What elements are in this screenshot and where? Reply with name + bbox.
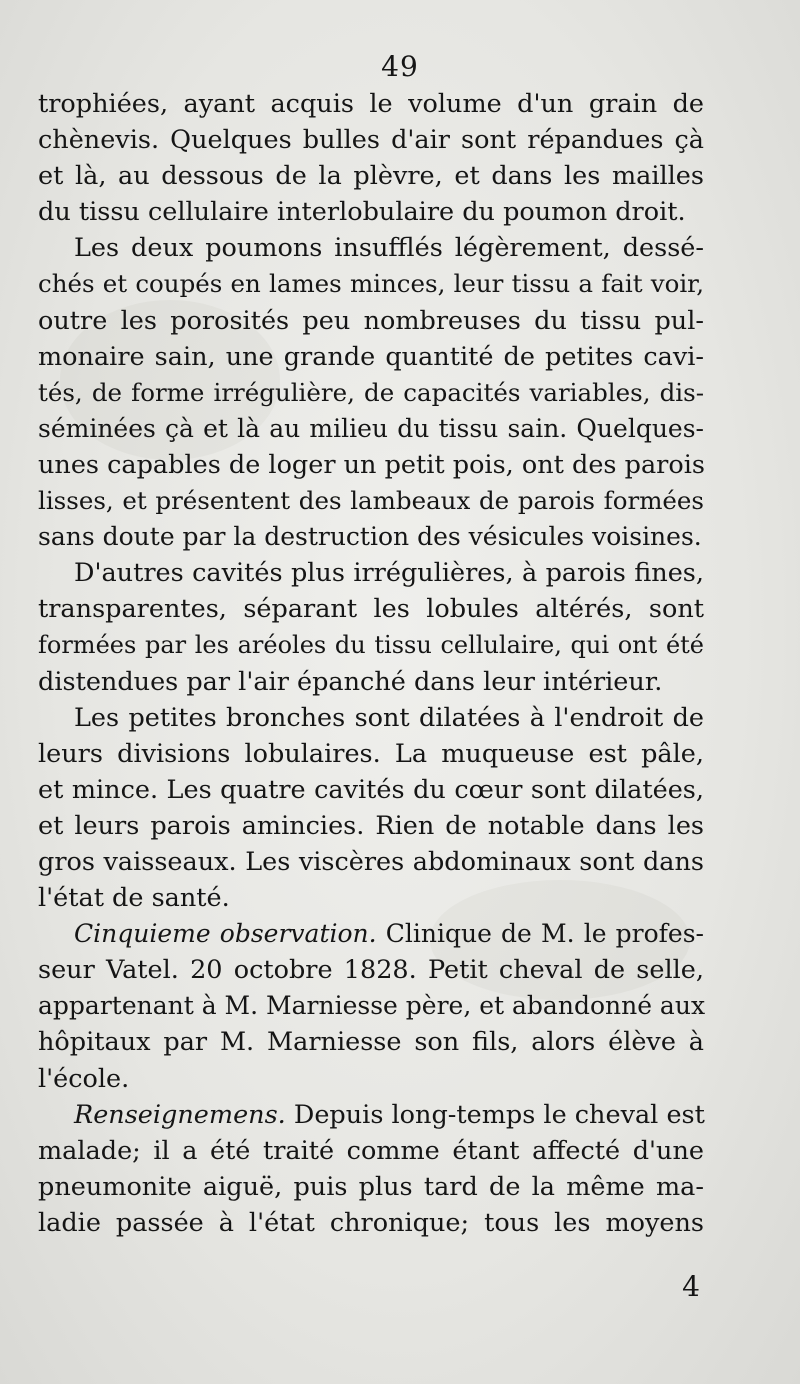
text-line bbox=[38, 916, 704, 952]
line-text: trophiées, ayant acquis le volume d'un grain de bbox=[38, 89, 704, 119]
text-line bbox=[38, 1024, 704, 1060]
line-text: monaire sain, une grande quantité de petites cavi- bbox=[38, 341, 704, 372]
line-text: Les petites bronches sont dilatées à l'endroit de bbox=[74, 702, 704, 733]
line-text: et là, au dessous de la plèvre, et dans les mailles bbox=[38, 161, 704, 192]
text-line bbox=[38, 266, 704, 302]
text-line bbox=[38, 555, 704, 591]
text-line bbox=[38, 375, 704, 411]
line-text: tés, de forme irrégulière, de capacités variables, dis- bbox=[38, 377, 704, 407]
line-text: et mince. Les quatre cavités du cœur sont dilatées, bbox=[38, 774, 704, 805]
text-line bbox=[38, 1169, 704, 1205]
text-line bbox=[38, 844, 704, 880]
italic-heading: Renseignemens. bbox=[74, 1099, 286, 1130]
text-line bbox=[38, 447, 704, 483]
body-text bbox=[38, 86, 704, 1241]
line-text: transparentes, séparant les lobules altérés, sont bbox=[38, 594, 704, 625]
line-text: appartenant à M. Marniesse père, et abandonné aux bbox=[38, 991, 706, 1021]
text-line bbox=[38, 700, 704, 736]
line-text: unes capables de loger un petit pois, ont des parois bbox=[38, 449, 705, 480]
line-text: leurs divisions lobulaires. La muqueuse est pâle, bbox=[38, 738, 704, 769]
line-text: Clinique de M. le profes- bbox=[376, 919, 704, 949]
text-line bbox=[38, 808, 704, 844]
text-line bbox=[38, 194, 704, 230]
text-line bbox=[38, 664, 704, 700]
text-line bbox=[38, 519, 704, 555]
text-line bbox=[38, 86, 704, 122]
line-text: Les deux poumons insufflés légèrement, dessé- bbox=[74, 233, 704, 264]
page-number: 49 bbox=[381, 50, 419, 83]
line-text: malade; il a été traité comme étant affecté d'une bbox=[38, 1135, 704, 1166]
text-line bbox=[38, 122, 704, 158]
line-text: D'autres cavités plus irrégulières, à parois fines, bbox=[74, 558, 704, 589]
line-text: l'état de santé. bbox=[38, 883, 230, 914]
text-line bbox=[38, 483, 704, 519]
text-line bbox=[38, 988, 704, 1024]
line-text: gros vaisseaux. Les viscères abdominaux sont dans bbox=[38, 846, 704, 877]
text-line bbox=[38, 339, 704, 375]
line-text: ladie passée à l'état chronique; tous les moyens bbox=[38, 1207, 704, 1238]
line-text: chés et coupés en lames minces, leur tissu a fait voir, bbox=[38, 269, 704, 299]
line-text: pneumonite aiguë, puis plus tard de la même ma- bbox=[38, 1171, 704, 1202]
line-text: chènevis. Quelques bulles d'air sont répandues çà bbox=[38, 125, 704, 156]
text-line bbox=[38, 880, 704, 916]
line-text: formées par les aréoles du tissu cellulaire, qui ont été bbox=[38, 631, 704, 660]
line-text: et leurs parois amincies. Rien de notable dans les bbox=[38, 810, 704, 841]
line-text: distendues par l'air épanché dans leur intérieur. bbox=[38, 666, 663, 697]
line-text: séminées çà et là au milieu du tissu sain. Quelques- bbox=[38, 413, 704, 443]
text-line bbox=[38, 1205, 704, 1241]
signature-mark: 4 bbox=[682, 1270, 700, 1303]
text-line bbox=[38, 411, 704, 447]
text-line bbox=[38, 158, 704, 194]
text-line bbox=[38, 952, 704, 988]
line-text: hôpitaux par M. Marniesse son fils, alors élève à bbox=[38, 1027, 704, 1058]
text-line bbox=[38, 1061, 704, 1097]
line-text: Depuis long-temps le cheval est bbox=[285, 1099, 705, 1130]
text-line bbox=[38, 1133, 704, 1169]
italic-heading: Cinquieme observation. bbox=[74, 919, 377, 949]
text-line bbox=[38, 627, 704, 663]
line-text: du tissu cellulaire interlobulaire du poumon droit. bbox=[38, 197, 686, 228]
text-line bbox=[38, 591, 704, 627]
text-line bbox=[38, 736, 704, 772]
text-line bbox=[38, 772, 704, 808]
text-line bbox=[38, 230, 704, 266]
line-text: l'école. bbox=[38, 1063, 130, 1094]
line-text: seur Vatel. 20 octobre 1828. Petit cheval de selle, bbox=[38, 955, 704, 986]
line-text: outre les porosités peu nombreuses du tissu pul- bbox=[38, 305, 704, 336]
text-line bbox=[38, 303, 704, 339]
line-text: sans doute par la destruction des vésicules voisines. bbox=[38, 522, 702, 552]
text-line bbox=[38, 1097, 704, 1133]
line-text: lisses, et présentent des lambeaux de parois formées bbox=[38, 486, 704, 516]
